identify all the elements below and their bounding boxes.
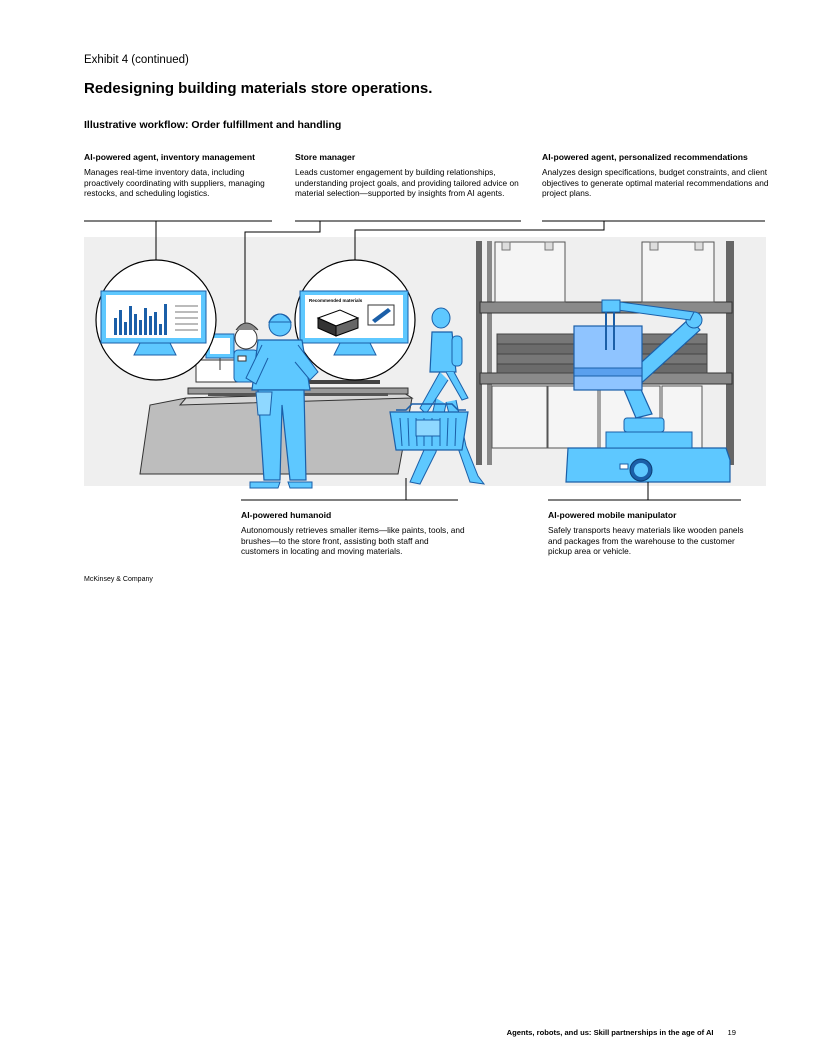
exhibit-label: Exhibit 4 (continued) <box>84 54 189 66</box>
page-number: 19 <box>727 1028 736 1037</box>
page-subtitle: Illustrative workflow: Order fulfillment and handling <box>84 119 342 131</box>
role-humanoid <box>241 510 465 557</box>
footer-title: Agents, robots, and us: Skill partnerships in the age of AI <box>506 1028 714 1037</box>
inventory-dashboard-callout <box>96 260 216 380</box>
recommendations-screen-callout <box>295 260 415 380</box>
page-footer <box>507 1028 736 1037</box>
role-description: Safely transports heavy materials like wooden panels and packages from the warehouse to the customer pickup area or vehicle. <box>548 525 744 557</box>
role-mobile-manipulator <box>548 510 748 557</box>
page-title: Redesigning building materials store operations. <box>84 80 433 97</box>
role-description: Manages real-time inventory data, including proactively coordinating with suppliers, managing restocks, and scheduling logistics. <box>84 167 265 199</box>
role-title: AI-powered agent, inventory management <box>84 152 255 162</box>
role-description: Analyzes design specifications, budget constraints, and client objectives to generate optimal material recommendations and project plans. <box>542 167 769 199</box>
role-title: AI-powered mobile manipulator <box>548 510 677 520</box>
role-title: AI-powered humanoid <box>241 510 332 520</box>
role-title: AI-powered agent, personalized recommendations <box>542 152 748 162</box>
role-description: Leads customer engagement by building relationships, understanding project goals, and providing tailored advice on material selection—supported by insights from AI agents. <box>295 167 519 199</box>
role-title: Store manager <box>295 152 356 162</box>
source-note: McKinsey & Company <box>84 576 153 583</box>
role-description: Autonomously retrieves smaller items—like paints, tools, and brushes—to the store front, assisting both staff and customers in locating and moving materials. <box>241 525 465 557</box>
screen-label: Recommended materials <box>309 298 363 303</box>
